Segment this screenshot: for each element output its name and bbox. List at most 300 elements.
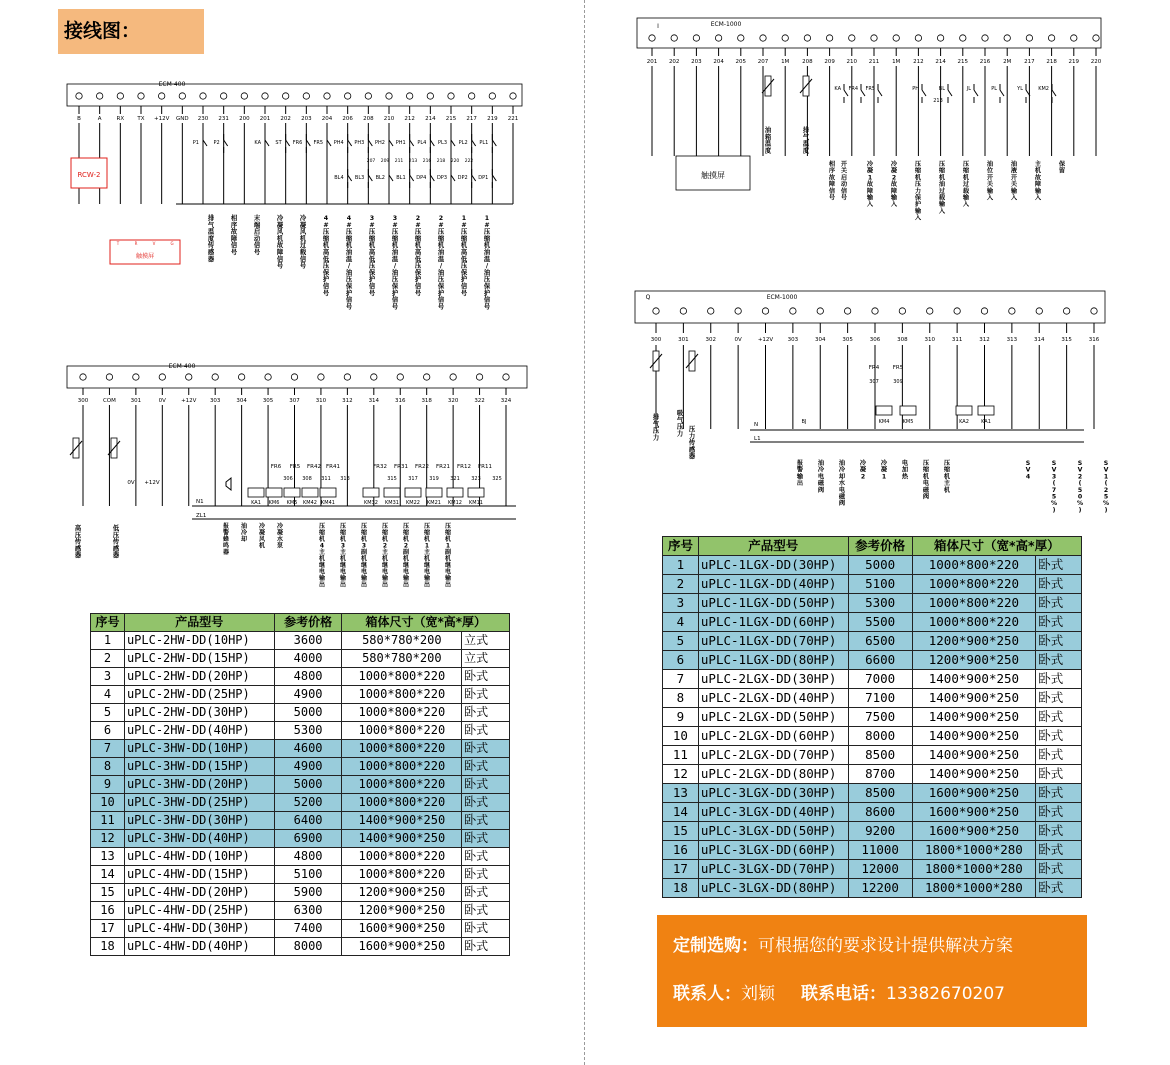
row-orientation: 卧式 <box>462 704 510 722</box>
input-label: 开关启动信号 <box>840 161 848 202</box>
custom-order-row <box>673 933 1071 959</box>
row-model: uPLC-3HW-DD(30HP) <box>124 812 274 830</box>
row-index: 18 <box>663 879 699 898</box>
terminal-label: 231 <box>218 116 229 122</box>
row-price: 5000 <box>274 704 342 722</box>
row-index: 5 <box>91 704 125 722</box>
row-model: uPLC-2LGX-DD(40HP) <box>698 689 848 708</box>
terminal-label: 311 <box>951 337 963 343</box>
terminal-300 <box>80 374 86 380</box>
terminal-208 <box>365 93 371 99</box>
contact-blade <box>410 140 414 146</box>
contact-label: KM2 <box>1038 86 1049 92</box>
contact-blade <box>472 140 476 146</box>
row-index: 9 <box>663 708 699 727</box>
col-header-model: 产品型号 <box>124 614 274 632</box>
row-orientation: 卧式 <box>462 776 510 794</box>
terminal-+12V <box>762 308 768 314</box>
terminal-216 <box>982 35 988 41</box>
row-size: 1000*800*220 <box>342 866 462 884</box>
row-model: uPLC-3HW-DD(25HP) <box>124 794 274 812</box>
input-label: 压缩机过载输入 <box>962 161 970 209</box>
input-label: 油位开关输入 <box>986 161 994 202</box>
sensor-label: 低压传感器 <box>112 525 120 560</box>
terminal-label: 217 <box>1024 59 1035 65</box>
row-size: 1000*800*220 <box>342 668 462 686</box>
table-header-row <box>91 614 510 632</box>
row-model: uPLC-2HW-DD(25HP) <box>124 686 274 704</box>
terminal-label: 324 <box>500 398 512 404</box>
terminal-label: 208 <box>802 59 813 65</box>
relay-coil <box>447 488 463 497</box>
relay-label: FR12 <box>457 464 471 470</box>
row-index: 13 <box>91 848 125 866</box>
terminal-2M <box>1004 35 1010 41</box>
terminal-215 <box>448 93 454 99</box>
row-model: uPLC-4HW-DD(15HP) <box>124 866 274 884</box>
wire-number: 313 <box>340 476 350 482</box>
signal-label: 冷凝风机过载信号 <box>299 215 307 270</box>
row-size: 1600*900*250 <box>912 822 1036 841</box>
wiring-diagram-2 <box>66 356 530 589</box>
relay-label: FR41 <box>326 464 340 470</box>
terminal-label: 215 <box>445 116 457 122</box>
terminal-220 <box>1093 35 1099 41</box>
row-size: 1200*900*250 <box>912 651 1036 670</box>
relay-coil <box>468 488 484 497</box>
custom-order-label: 定制选购： <box>673 936 758 956</box>
table-row <box>91 740 510 758</box>
terminal-label: 301 <box>678 337 689 343</box>
terminal-318 <box>423 374 429 380</box>
row-index: 1 <box>663 556 699 575</box>
row-orientation: 立式 <box>462 632 510 650</box>
relay-coil <box>876 406 892 415</box>
table-row <box>663 803 1082 822</box>
row-price: 8000 <box>274 938 342 956</box>
terminal-label: 210 <box>846 59 858 65</box>
row-index: 10 <box>663 727 699 746</box>
row-size: 1600*900*250 <box>342 938 462 956</box>
row-size: 1600*900*250 <box>912 784 1036 803</box>
wire-number: 309 <box>893 379 903 385</box>
sensor-label: 高压传感器 <box>74 525 82 560</box>
row-model: uPLC-3LGX-DD(40HP) <box>698 803 848 822</box>
coil-label: KM4 <box>878 419 890 425</box>
row-orientation: 卧式 <box>1036 670 1082 689</box>
terminal-314 <box>371 374 377 380</box>
row-price: 7100 <box>848 689 912 708</box>
col-header-index: 序号 <box>663 537 699 556</box>
row-price: 7400 <box>274 920 342 938</box>
terminal-label: 215 <box>957 59 969 65</box>
row-orientation: 卧式 <box>1036 708 1082 727</box>
contact-label: ST <box>275 140 282 146</box>
row-model: uPLC-4HW-DD(25HP) <box>124 902 274 920</box>
row-orientation: 卧式 <box>1036 632 1082 651</box>
table-row <box>663 689 1082 708</box>
coil-label: KA1 <box>981 419 991 425</box>
row-model: uPLC-4HW-DD(40HP) <box>124 938 274 956</box>
output-label: 压缩机 2 副机继电输出 <box>402 523 410 589</box>
output-label: 压缩机主机 <box>943 460 951 494</box>
terminal-label: 212 <box>404 116 415 122</box>
wire-number: 213 <box>933 98 943 104</box>
terminal-217 <box>468 93 474 99</box>
terminal-208 <box>804 35 810 41</box>
input-label: 冷凝 1 故障输入 <box>866 161 874 209</box>
terminal-202 <box>671 35 677 41</box>
row-orientation: 卧式 <box>462 722 510 740</box>
terminal-label: 208 <box>363 116 374 122</box>
terminal-313 <box>1009 308 1015 314</box>
terminal-label: 306 <box>869 337 881 343</box>
rail-label: N1 <box>196 499 204 505</box>
contact-box <box>657 915 1087 1027</box>
row-model: uPLC-2LGX-DD(70HP) <box>698 746 848 765</box>
terminal-label: 312 <box>342 398 353 404</box>
row-orientation: 卧式 <box>462 866 510 884</box>
row-model: uPLC-3LGX-DD(50HP) <box>698 822 848 841</box>
table-row <box>91 650 510 668</box>
row-price: 12000 <box>848 860 912 879</box>
row-index: 12 <box>91 830 125 848</box>
terminal-310 <box>318 374 324 380</box>
table-row <box>663 670 1082 689</box>
terminal-302 <box>708 308 714 314</box>
signal-label: 冷凝风机故障信号 <box>276 215 284 270</box>
output-label: 报警蜂鸣器 <box>222 523 230 556</box>
row-model: uPLC-3HW-DD(15HP) <box>124 758 274 776</box>
output-label: S V 3 ( 7 5 % ) <box>1050 460 1058 514</box>
input-label: 主机故障输入 <box>1034 161 1042 202</box>
terminal-324 <box>503 374 509 380</box>
row-size: 1600*900*250 <box>912 803 1036 822</box>
wire-number: 321 <box>450 476 460 482</box>
terminal-label: 219 <box>1068 59 1080 65</box>
contact-label: DP1 <box>478 175 489 181</box>
terminal-206 <box>344 93 350 99</box>
sensor-label: 油箱温度 <box>764 127 772 155</box>
row-price: 7500 <box>848 708 912 727</box>
terminal-212 <box>915 35 921 41</box>
terminal-label: 300 <box>77 398 89 404</box>
controller-model: ECM-400 <box>168 363 196 370</box>
touch-pin-G: G <box>170 241 174 246</box>
row-price: 5200 <box>274 794 342 812</box>
terminal-label: 203 <box>691 59 702 65</box>
terminal-label: 211 <box>868 59 880 65</box>
terminal-label: 300 <box>650 337 662 343</box>
sensor-label: 排气压力 <box>652 414 660 442</box>
wire-number: 306 <box>283 476 293 482</box>
wire-number: 311 <box>321 476 331 482</box>
terminal-GND <box>179 93 185 99</box>
terminal-label: 2M <box>1003 59 1012 65</box>
row-orientation: 卧式 <box>462 794 510 812</box>
contact-label: PH2 <box>375 140 385 146</box>
row-model: uPLC-2HW-DD(40HP) <box>124 722 274 740</box>
wire-number: 218 <box>436 159 446 164</box>
wire-number: 323 <box>471 476 481 482</box>
row-price: 6400 <box>274 812 342 830</box>
relay-coil <box>363 488 379 497</box>
row-size: 1000*800*220 <box>342 758 462 776</box>
terminal-label: 0V <box>734 337 742 343</box>
terminal-label: 304 <box>815 337 826 343</box>
input-label: 保留 <box>1058 161 1066 175</box>
contact-blade <box>1052 90 1056 96</box>
rcw-label: RCW-2 <box>77 171 101 179</box>
table-row <box>663 784 1082 803</box>
terminal-231 <box>220 93 226 99</box>
relay-coil <box>900 406 916 415</box>
terminal-label: RX <box>116 116 125 122</box>
contact-blade <box>472 175 476 181</box>
terminal-217 <box>1026 35 1032 41</box>
controller-model: ECM-1000 <box>710 21 742 28</box>
contact-blade <box>389 140 393 146</box>
terminal-1M <box>782 35 788 41</box>
terminal-+12V <box>158 93 164 99</box>
wiring-diagram-4-svg <box>634 289 1108 519</box>
terminal-label: COM <box>102 398 116 404</box>
contact-blade <box>306 140 310 146</box>
price-table-2 <box>662 536 1082 898</box>
table-row <box>663 879 1082 898</box>
contact-blade <box>348 175 352 181</box>
row-index: 3 <box>663 594 699 613</box>
contact-label: PH <box>912 86 919 92</box>
relay-label: FR31 <box>394 464 408 470</box>
terminal-314 <box>1036 308 1042 314</box>
contact-label: JL <box>966 86 971 92</box>
sensor-label: 吸气压力 <box>676 410 684 438</box>
row-index: 3 <box>91 668 125 686</box>
contact-blade <box>492 175 496 181</box>
row-orientation: 卧式 <box>1036 879 1082 898</box>
controller-corner: I <box>657 23 659 30</box>
terminal-219 <box>1071 35 1077 41</box>
relay-label: FR21 <box>436 464 450 470</box>
wire-number: 319 <box>429 476 439 482</box>
terminal-303 <box>790 308 796 314</box>
row-index: 14 <box>91 866 125 884</box>
row-model: uPLC-1LGX-DD(70HP) <box>698 632 848 651</box>
table-row <box>663 556 1082 575</box>
table-row <box>91 848 510 866</box>
row-orientation: 卧式 <box>462 812 510 830</box>
terminal-label: 210 <box>383 116 395 122</box>
row-price: 5900 <box>274 884 342 902</box>
row-model: uPLC-1LGX-DD(40HP) <box>698 575 848 594</box>
terminal-316 <box>397 374 403 380</box>
row-index: 9 <box>91 776 125 794</box>
contact-label: PL1 <box>479 140 489 146</box>
terminal-label: 310 <box>315 398 327 404</box>
terminal-label: 218 <box>1046 59 1057 65</box>
row-price: 11000 <box>848 841 912 860</box>
row-size: 1400*900*250 <box>912 727 1036 746</box>
contact-label: PH4 <box>333 140 344 146</box>
contact-person-row <box>673 981 1071 1007</box>
sensor-label: 压力传感器 <box>688 426 696 461</box>
terminal-label: 204 <box>713 59 724 65</box>
terminal-label: 307 <box>289 398 300 404</box>
contact-blade <box>974 90 978 96</box>
row-size: 1000*800*220 <box>912 556 1036 575</box>
contact-label: DP3 <box>436 175 447 181</box>
table-row <box>91 722 510 740</box>
row-size: 1000*800*220 <box>342 704 462 722</box>
output-label: 油冷却 <box>240 523 248 543</box>
output-label: 压缩机 3 主机继电输出 <box>339 523 347 589</box>
row-size: 1800*1000*280 <box>912 879 1036 898</box>
row-index: 7 <box>663 670 699 689</box>
terminal-202 <box>282 93 288 99</box>
row-orientation: 卧式 <box>462 920 510 938</box>
row-size: 1800*1000*280 <box>912 841 1036 860</box>
row-size: 1400*900*250 <box>912 708 1036 727</box>
contact-label: YL <box>1017 86 1023 92</box>
terminal-label: TX <box>137 116 145 122</box>
terminal-label: 320 <box>447 398 459 404</box>
row-price: 9200 <box>848 822 912 841</box>
row-price: 4900 <box>274 758 342 776</box>
terminal-label: 301 <box>130 398 142 404</box>
terminal-label: 1M <box>892 59 901 65</box>
row-model: uPLC-2HW-DD(10HP) <box>124 632 274 650</box>
table-row <box>663 746 1082 765</box>
terminal-label: 314 <box>1034 337 1045 343</box>
row-size: 1000*800*220 <box>912 575 1036 594</box>
terminal-label: 206 <box>342 116 353 122</box>
terminal-218 <box>1048 35 1054 41</box>
row-size: 1000*800*220 <box>342 776 462 794</box>
contact-label: FR5 <box>313 140 323 146</box>
relay-coil <box>405 488 421 497</box>
terminal-label: 207 <box>757 59 769 65</box>
controller-model: ECM-1000 <box>766 294 798 301</box>
relay-label: FR5 <box>892 365 904 371</box>
coil-label: KA1 <box>251 500 261 506</box>
terminal-214 <box>427 93 433 99</box>
input-label: 压缩机压力保护输入 <box>914 161 922 222</box>
row-price: 4000 <box>274 650 342 668</box>
contact-label: PL4 <box>417 140 427 146</box>
row-orientation: 卧式 <box>462 902 510 920</box>
coil-label: KM6 <box>268 500 280 506</box>
row-price: 4800 <box>274 668 342 686</box>
row-index: 16 <box>91 902 125 920</box>
signal-label: 3 #压缩机油温/油压保护信号 <box>391 215 399 311</box>
row-index: 14 <box>663 803 699 822</box>
terminal-308 <box>899 308 905 314</box>
contact-blade <box>368 175 372 181</box>
wire-number: 308 <box>302 476 312 482</box>
rail-label: ZL1 <box>196 513 207 519</box>
signal-label: 2 #压缩机油温/油压保护信号 <box>437 215 445 311</box>
col-header-price: 参考价格 <box>848 537 912 556</box>
row-size: 1000*800*220 <box>342 722 462 740</box>
row-size: 1000*800*220 <box>912 613 1036 632</box>
row-price: 4800 <box>274 848 342 866</box>
row-price: 5100 <box>274 866 342 884</box>
input-label: 冷凝 2 故障输入 <box>890 161 898 209</box>
row-price: 8600 <box>848 803 912 822</box>
table-row <box>91 686 510 704</box>
row-size: 1400*900*250 <box>912 670 1036 689</box>
wiring-diagram-1 <box>66 74 526 314</box>
wiring-diagram-3 <box>636 14 1106 264</box>
controller-model: ECM-400 <box>158 81 186 88</box>
relay-label: FR42 <box>307 464 321 470</box>
coil-label: KM11 <box>469 500 483 506</box>
terminal-label: +12V <box>153 116 170 122</box>
table-row <box>91 902 510 920</box>
table-row <box>663 822 1082 841</box>
touch-screen-label: 触摸屏 <box>701 171 725 180</box>
output-label: 冷凝 2 <box>859 460 867 481</box>
table-row <box>91 812 510 830</box>
terminal-TX <box>138 93 144 99</box>
signal-label: 2 #压缩机高低压保护信号 <box>414 215 422 297</box>
row-model: uPLC-2HW-DD(30HP) <box>124 704 274 722</box>
output-label: 压缩机 3 副机继电输出 <box>360 523 368 589</box>
rail-label: L1 <box>754 436 761 442</box>
relay-coil <box>978 406 994 415</box>
row-price: 5300 <box>848 594 912 613</box>
terminal-305 <box>844 308 850 314</box>
row-model: uPLC-3LGX-DD(70HP) <box>698 860 848 879</box>
supply-label: +12V <box>144 480 160 486</box>
wiring-diagram-1-svg <box>66 74 526 314</box>
row-orientation: 卧式 <box>462 848 510 866</box>
terminal-B <box>76 93 82 99</box>
table-row <box>663 765 1082 784</box>
contact-blade <box>451 175 455 181</box>
signal-label: 3 #压缩机高低压保护信号 <box>368 215 376 297</box>
table-row <box>91 830 510 848</box>
row-price: 8500 <box>848 746 912 765</box>
terminal-label: 1M <box>781 59 790 65</box>
terminal-label: 214 <box>935 59 946 65</box>
row-model: uPLC-1LGX-DD(60HP) <box>698 613 848 632</box>
table-row <box>91 632 510 650</box>
row-orientation: 卧式 <box>462 758 510 776</box>
wiring-diagram-3-svg <box>636 14 1106 264</box>
terminal-label: 302 <box>705 337 716 343</box>
terminal-203 <box>693 35 699 41</box>
contact-blade <box>265 140 269 146</box>
row-model: uPLC-3LGX-DD(30HP) <box>698 784 848 803</box>
terminal-209 <box>826 35 832 41</box>
row-index: 12 <box>663 765 699 784</box>
contact-blade <box>203 140 207 146</box>
row-orientation: 卧式 <box>462 740 510 758</box>
price-table-1 <box>90 613 510 956</box>
terminal-label: +12V <box>181 398 197 404</box>
row-model: uPLC-2LGX-DD(50HP) <box>698 708 848 727</box>
row-model: uPLC-2HW-DD(15HP) <box>124 650 274 668</box>
controller-box <box>637 18 1101 48</box>
row-size: 1200*900*250 <box>342 884 462 902</box>
coil-label: KM22 <box>406 500 420 506</box>
contact-blade <box>430 175 434 181</box>
terminal-315 <box>1063 308 1069 314</box>
row-model: uPLC-1LGX-DD(80HP) <box>698 651 848 670</box>
contact-label: BL4 <box>334 175 344 181</box>
